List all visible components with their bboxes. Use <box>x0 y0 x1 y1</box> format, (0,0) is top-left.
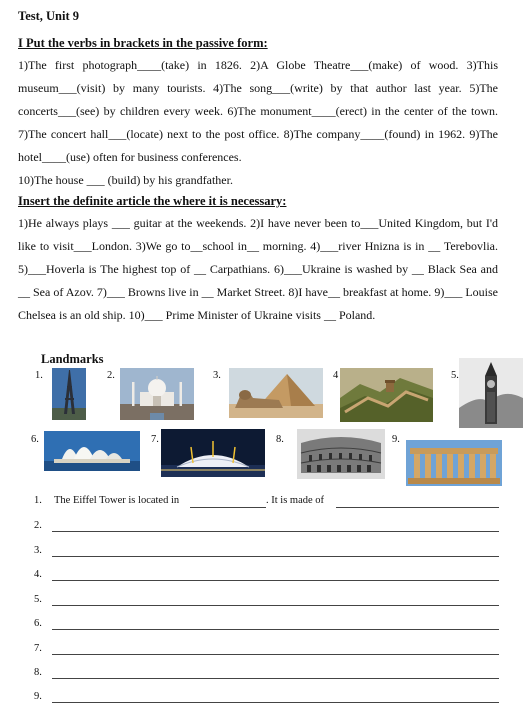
section1-last: 10)The house ___ (build) by his grandfather. <box>18 173 233 187</box>
answer-line[interactable] <box>52 580 499 581</box>
landmark-number-9: 9. <box>392 434 400 445</box>
exercise-line-number: 3. <box>34 545 42 556</box>
answer-line[interactable] <box>52 654 499 655</box>
sphinx-and-pyramid-image <box>229 368 323 418</box>
exercise-q1-number: 1. <box>34 495 42 506</box>
sydney-opera-house-image <box>44 431 140 471</box>
exercise-q1-text-part2: . It is made of <box>266 495 325 506</box>
landmark-number-6: 6. <box>31 434 39 445</box>
landmarks-title: Landmarks <box>41 352 104 366</box>
exercise-line-number: 4. <box>34 569 42 580</box>
section1-last-line <box>18 169 498 192</box>
landmark-number-4: 4 <box>333 370 339 381</box>
page-title: Test, Unit 9 <box>18 9 80 23</box>
exercise-line-number: 7. <box>34 643 42 654</box>
landmark-number-8: 8. <box>276 434 284 445</box>
parthenon-image <box>406 440 502 486</box>
great-wall-image <box>340 368 433 422</box>
section2-body: 1)He always plays ___ guitar at the weekends. 2)I have never been to___United Kingdom, but I'd like to visit___London. 3)We go to__school in__ morning. 4)___river Hnizna is in __ Terebovlia. 5)___Hoverla is The highest top of __ Carpathians. 6)___Ukraine is washed by __ Black Sea and __ Sea of Azov. 7)___ Browns live in __ Market Street. 8)I have__ breakfast at home. 9)___ Louise Chelsea is an old ship. 10)___ Prime Minister of Ukraine visits __ Poland. <box>18 216 498 323</box>
exercise-q1-text-part1: The Eiffel Tower is located in <box>54 495 180 506</box>
landmark-number-5: 5. <box>451 370 459 381</box>
section1-heading: I Put the verbs in brackets in the passive form: <box>18 36 268 50</box>
answer-line[interactable] <box>52 531 499 532</box>
landmark-number-7: 7. <box>151 434 159 445</box>
section1-text <box>18 54 498 169</box>
answer-line[interactable] <box>52 605 499 606</box>
landmark-number-1: 1. <box>35 370 43 381</box>
big-ben-image <box>459 358 523 428</box>
exercise-line-number: 6. <box>34 618 42 629</box>
exercise-line-number: 8. <box>34 667 42 678</box>
landmark-number-3: 3. <box>213 370 221 381</box>
answer-line[interactable] <box>52 678 499 679</box>
exercise-q1-blank-2[interactable] <box>336 507 499 508</box>
taj-mahal-image <box>120 368 194 420</box>
answer-line[interactable] <box>52 556 499 557</box>
answer-line[interactable] <box>52 702 499 703</box>
eiffel-tower-image <box>52 368 86 420</box>
landmark-number-2: 2. <box>107 370 115 381</box>
exercise-line-number: 9. <box>34 691 42 702</box>
section2-text <box>18 212 498 327</box>
section1-body: 1)The first photograph____(take) in 1826. 2)A Globe Theatre___(make) of wood. 3)This museum___(visit) by many tourists. 4)The song___(write) by that author last year. 5)The concerts___(see) by children every week. 6)The monument____(erect) in the center of the town. 7)The concert hall___(locate) next to the post office. 8)The company____(found) in 1962. 9)The hotel____(use) often for business conferences. <box>18 58 498 165</box>
answer-line[interactable] <box>52 629 499 630</box>
millennium-dome-image <box>161 429 265 477</box>
exercise-line-number: 2. <box>34 520 42 531</box>
exercise-q1-blank-1[interactable] <box>190 507 266 508</box>
colosseum-image <box>297 429 385 479</box>
exercise-line-number: 5. <box>34 594 42 605</box>
section2-heading: Insert the definite article the where it is necessary: <box>18 194 287 208</box>
